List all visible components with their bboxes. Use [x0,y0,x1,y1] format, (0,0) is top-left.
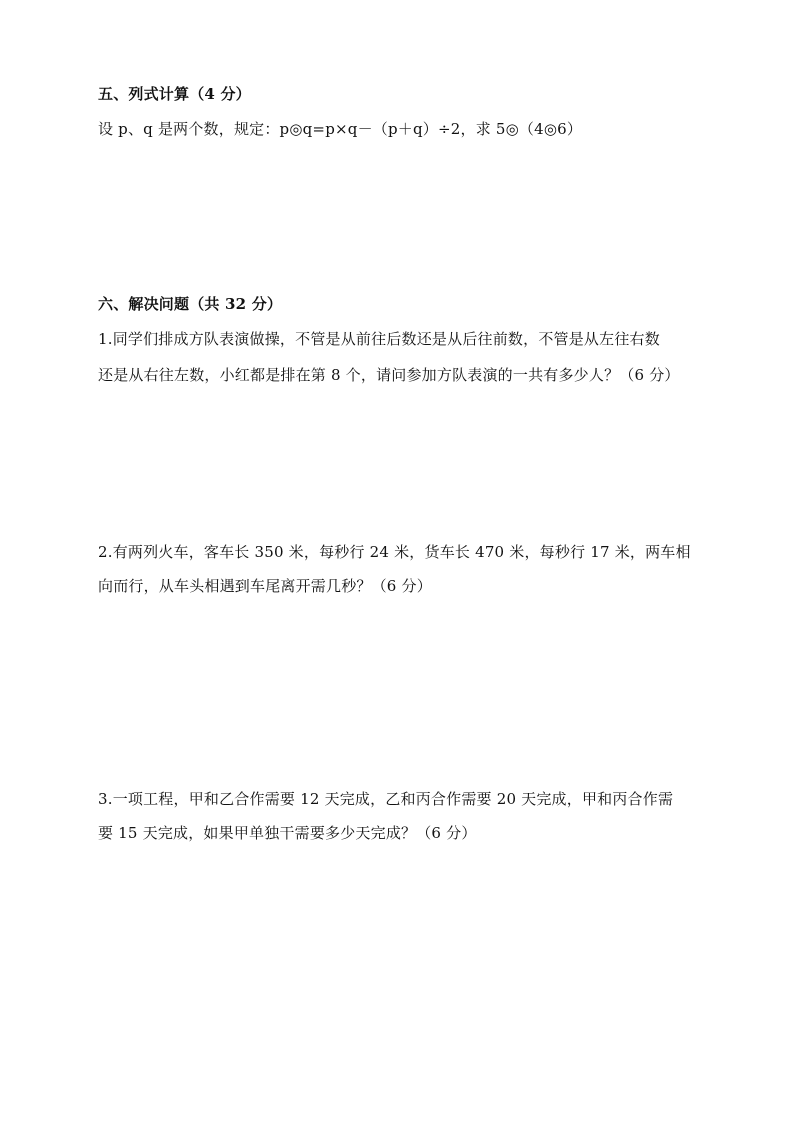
question-2-line-1: 2.有两列火车，客车长 350 米，每秒行 24 米，货车长 470 米，每秒行 17 米，两车相 [98,543,691,561]
section-5-heading: 五、列式计算（4 分） [98,85,251,103]
section-6-heading: 六、解决问题（共 32 分） [98,295,283,313]
section-5-question: 设 p、q 是两个数，规定：p◎q=p×q－（p＋q）÷2，求 5◎（4◎6） [98,120,583,138]
question-3-line-1: 3.一项工程，甲和乙合作需要 12 天完成，乙和丙合作需要 20 天完成，甲和丙合作需 [98,790,674,808]
question-2-line-2: 向而行，从车头相遇到车尾离开需几秒？（6 分） [98,577,432,595]
question-1-line-2: 还是从右往左数，小红都是排在第 8 个，请问参加方队表演的一共有多少人？（6 分） [98,366,680,384]
question-3-line-2: 要 15 天完成，如果甲单独干需要多少天完成？（6 分） [98,824,477,842]
question-1-line-1: 1.同学们排成方队表演做操，不管是从前往后数还是从后往前数，不管是从左往右数 [98,330,660,348]
